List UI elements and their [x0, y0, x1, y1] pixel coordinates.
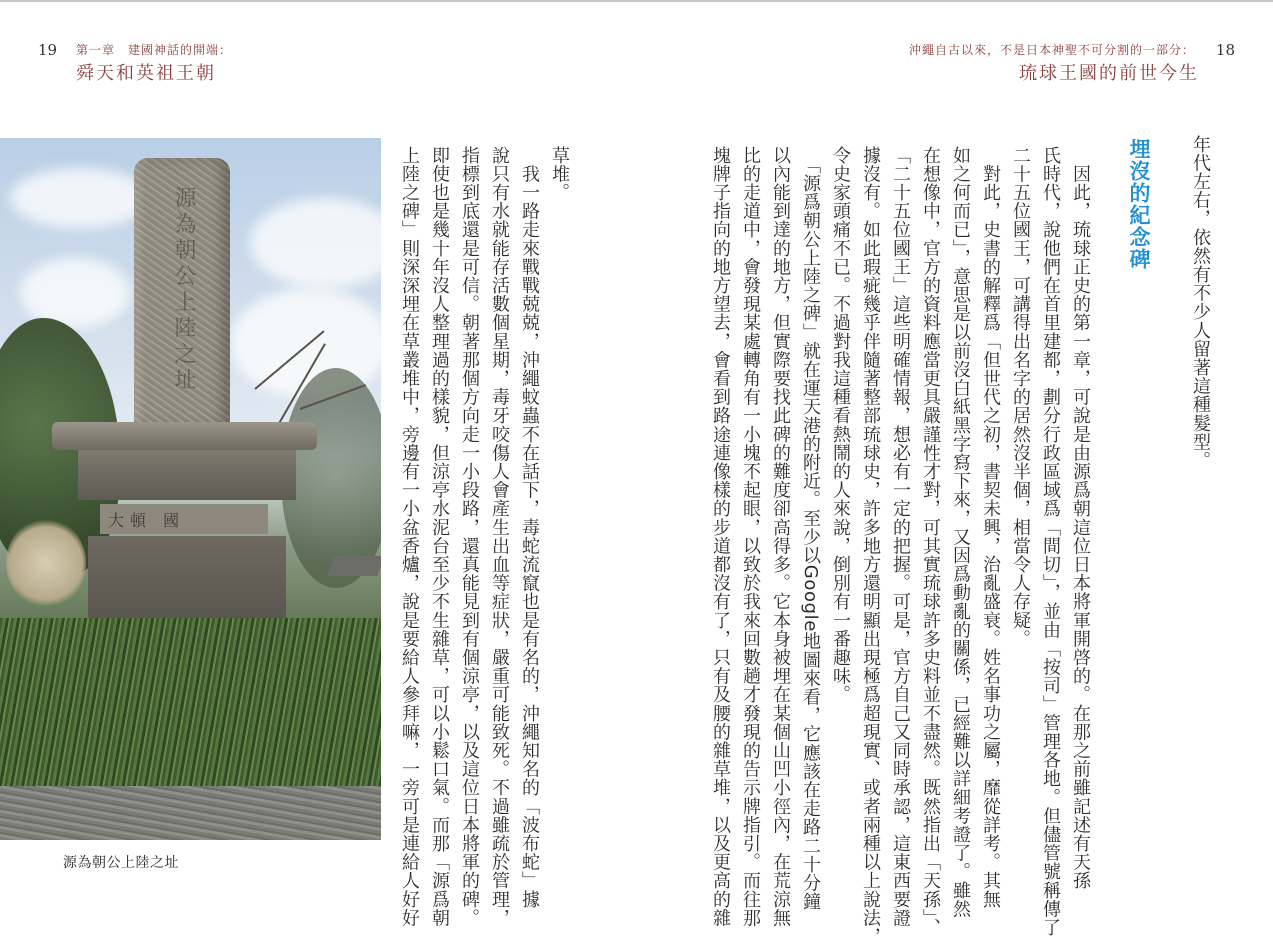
left-text-column: 指標到底還是可信。朝著那個方向走一小段路，還真能見到有個涼亭，以及這位日本將軍的碑。: [459, 146, 480, 928]
right-text-column: 令史家頭痛不已。不過對我這種看熱鬧的人來說，倒別有一番趣味。: [830, 146, 851, 704]
right-header-title: 琉球王國的前世今生: [1019, 63, 1199, 84]
right-text-column: 因此，琉球正史的第一章，可說是由源爲朝這位日本將軍開啓的。在那之前雖記述有天孫: [1070, 146, 1091, 890]
stele-base-top: [52, 422, 317, 450]
section-heading: 埋沒的紀念碑: [1127, 138, 1151, 270]
left-text-column: 我一路走來戰戰兢兢，沖繩蚊蟲不在話下，毒蛇流竄也是有名的，沖繩知名的「波布蛇」據: [519, 146, 540, 909]
tree-right: [281, 368, 381, 588]
right-text-column: 「二十五位國王」這些明確情報，想必有一定的把握。可是，官方自己又同時承認，這東西要證: [890, 146, 911, 928]
grass: [0, 618, 381, 788]
top-border: [0, 0, 1273, 2]
right-header-subtitle: 沖繩自古以來，不是日本神聖不可分割的一部分：: [908, 43, 1195, 57]
right-text-column: 年代左右，依然有不少人留著這種髮型。: [1190, 135, 1211, 470]
right-text-column: 以內能到達的地方，但實際要找此碑的難度卻高得多。它本身被埋在某個山凹小徑內，在荒涼無: [770, 146, 791, 928]
right-text-column: 對此，史書的解釋爲「但世代之初，書契未興，治亂盛衰。姓名事功之屬，靡從詳考。其無: [980, 146, 1001, 909]
left-text-column: 說只有水就能存活數個星期，毒牙咬傷人會產生出血等症狀，嚴重可能致死。不過雖疏於管理，: [489, 146, 510, 928]
road: [0, 786, 381, 840]
left-text-column: 即使也是幾十年沒人整理過的樣貌，但涼亭水泥台至少不生雜草，可以小鬆口氣。而那「源爲朝: [429, 146, 450, 928]
right-page-number: 18: [1215, 41, 1235, 59]
right-text-column: 在想像中，官方的資料應當更具嚴謹性才對，可其實琉球許多史料並不盡然。既然指出「天孫」、: [920, 146, 941, 937]
right-text-column: 比的走道中，會發現某處轉角有一小塊不起眼，以致於我來回數趟才發現的告示牌指引。而往那: [740, 146, 761, 928]
shelter-roof: [327, 556, 381, 576]
pampas-grass: [6, 518, 86, 608]
left-header-title: 舜天和英祖王朝: [76, 63, 216, 84]
monument-photo: [0, 138, 381, 840]
stele-inscription: 源為朝公上陸之址: [171, 186, 196, 394]
right-text-column: 氏時代，說他們在首里建都，劃分行政區域爲「間切」，並由「按司」管理各地。但儘管號稱傳了: [1040, 146, 1061, 937]
right-text-column: 「源爲朝公上陸之碑」就在運天港的附近。至少以Google地圖來看，它應該在走路二十分鐘: [800, 146, 821, 911]
stele-base-middle: [78, 450, 296, 500]
base-plaque-text: 大頓 國: [108, 511, 186, 530]
photo-caption: 源為朝公上陸之址: [63, 855, 179, 871]
left-text-column: 上陸之碑」則深深埋在草叢堆中，旁邊有一小盆香爐，說是要給人參拜嘛，一旁可是連給人好好: [399, 146, 420, 928]
right-text-column: 塊牌子指向的地方望去，會看到路途連像樣的步道都沒有了，只有及腰的雜草堆，以及更高的雜: [710, 146, 731, 928]
left-header-subtitle: 第一章 建國神話的開端：: [76, 43, 233, 57]
right-text-column: 據沒有。如此瑕疵幾乎伴隨著整部琉球史，許多地方還明顯出現極爲超現實、或者兩種以上說法，: [860, 146, 881, 946]
left-text-column: 草堆。: [549, 146, 570, 202]
right-text-column: 如之何而已」，意思是以前沒白紙黑字寫下來，又因爲動亂的關係，已經難以詳細考證了。雖然: [950, 146, 971, 919]
right-text-column: 二十五位國王，可講得出名字的居然沒半個，相當令人存疑。: [1010, 146, 1031, 649]
left-page-number: 19: [38, 41, 58, 59]
